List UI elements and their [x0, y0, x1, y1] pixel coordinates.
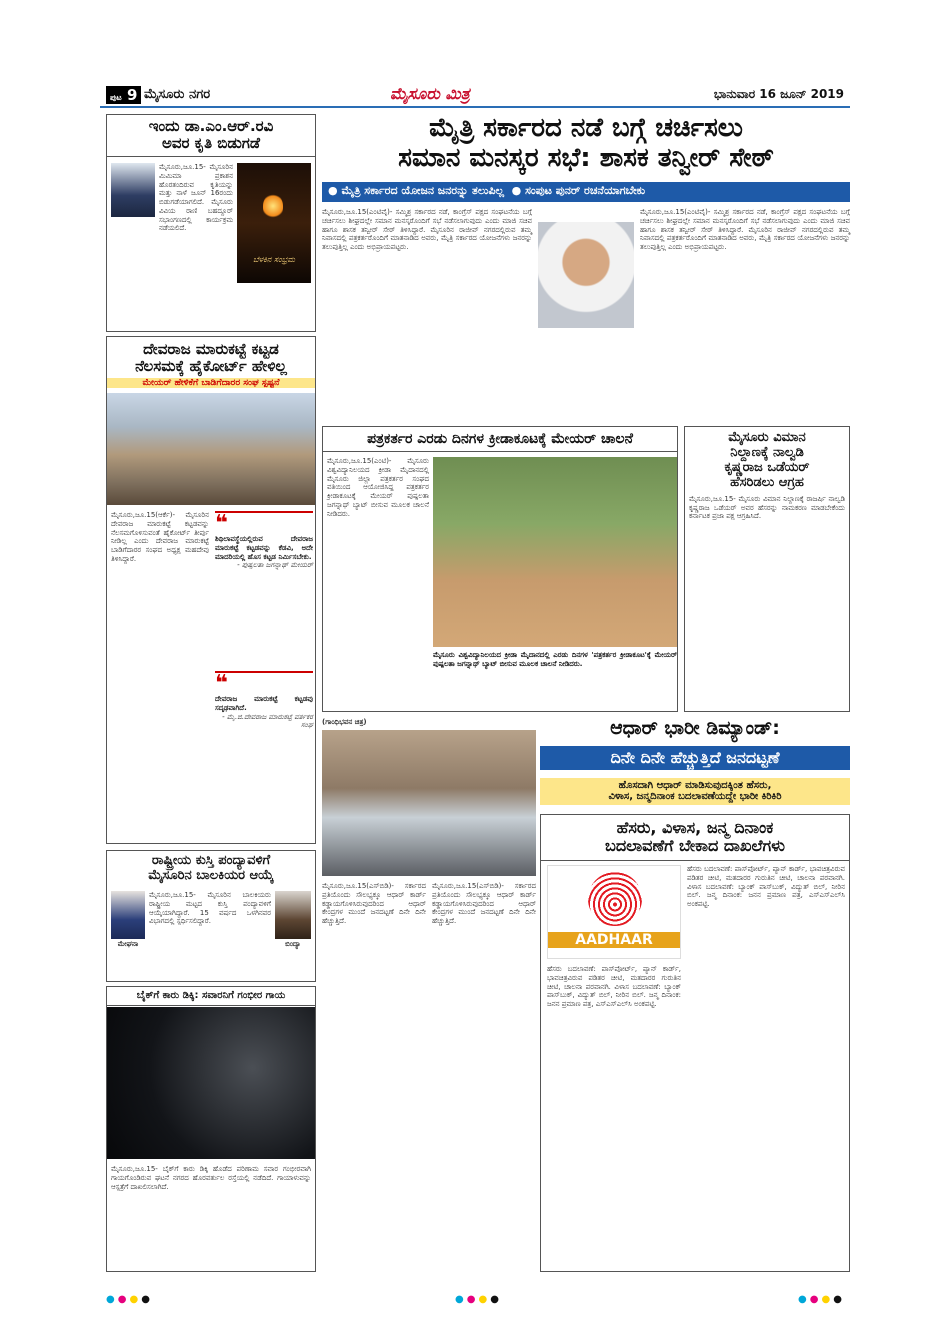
paper-name: ಮೈಸೂರು ಮಿತ್ರ [390, 84, 470, 103]
lead-story [322, 114, 850, 420]
headline: ರಾಷ್ಟ್ರೀಯ ಕುಸ್ತಿ ಪಂದ್ಯಾವಳಿಗೆ [151, 853, 271, 868]
lamp-icon [263, 193, 283, 219]
color-registration-marks: ●●●● [798, 1294, 845, 1305]
color-registration-marks: ●●●● [106, 1294, 153, 1305]
subheadline: ಮೇಯರ್ ಹೇಳಿಕೆಗೆ ಬಾಡಿಗೆದಾರರ ಸಂಘ ಸ್ಪಷ್ಟನೆ [107, 378, 315, 388]
color-registration-marks: ●●●● [455, 1294, 502, 1305]
wrestling-story [106, 850, 316, 982]
fingerprint-icon [588, 872, 642, 926]
book-cover-image [237, 163, 311, 283]
aadhaar-logo [547, 865, 681, 959]
headline: ದೇವರಾಜ ಮಾರುಕಟ್ಟೆ ಕಟ್ಟಡ [143, 340, 279, 358]
issue-date: ಭಾನುವಾರ 16 ಜೂನ್ 2019 [713, 87, 844, 101]
headline: ಮೈಸೂರಿನ ಬಾಲಕಿಯರ ಆಯ್ಕೆ [148, 867, 274, 883]
author-photo [111, 163, 155, 217]
headline: ಆಧಾರ್ ಭಾರೀ ಡಿಮ್ಯಾಂಡ್: [610, 717, 780, 739]
lead-bullet-banner: ● ಮೈತ್ರಿ ಸರ್ಕಾರದ ಯೋಜನ ಜನರನ್ನು ತಲುಪಿಲ್ಲ ● ಸಂಪುಟ ಪುನರ್ ರಚನೆಯಾಗಬೇಕು [322, 182, 850, 202]
newspaper-page [100, 82, 850, 1272]
quote-attribution: - ಪುಷ್ಪಲತಾ ಜಗನ್ನಾಥ್ ಮೇಯರ್ [237, 561, 313, 570]
story-body: ಮೈಸೂರು,ಜೂ.15(ಆರ್ಕೆ)- ಮೈಸೂರಿನ ದೇವರಾಜ ಮಾರುಕಟ್ಟೆ ಕಟ್ಟಡವನ್ನು ನೆಲಸಮಗೊಳಿಸುವಂತೆ ಹೈಕೋರ್ಟ್ ತೀರ್ಪು ನೀಡಿಲ್ಲ ಎಂದು ದೇವರಾಜ ಮಾರುಕಟ್ಟೆ ಬಾಡಿಗೆದಾರರ ಸಂಘದ ಅಧ್ಯಕ್ಷ ಮಹದೇವು ತಿಳಿಸಿದ್ದಾರೆ. [111, 511, 209, 563]
headline: ಅವರ ಕೃತಿ ಬಿಡುಗಡೆ [107, 135, 315, 156]
headline: ಬೈಕ್‌ಗೆ ಕಾರು ಡಿಕ್ಕಿ: ಸವಾರನಿಗೆ ಗಂಭೀರ ಗಾಯ [107, 990, 315, 1006]
story-body: ಮೈಸೂರು,ಜೂ.15- ಮೈಸೂರಿನ ಮಿಮಿಮಾ ಪ್ರಕಾಶನ ಹೊರತಂದಿರುವ ಕೃತಿಯನ್ನು ಮತ್ತು ನಾಳೆ ಜೂನ್ 16ರಂದು ಬಿಡುಗಡೆಯಾಗಲಿದೆ. ಮೈಸೂರು ವಿವಿಯ ರಾಣಿ ಬಹದ್ದೂರ್ ಸಭಾಂಗಣದಲ್ಲಿ ಕಾರ್ಯಕ್ರಮ ನಡೆಯಲಿದೆ. [159, 163, 233, 233]
headline: ಇಂದು ಡಾ.ಎಂ.ಆರ್.ರವಿ [148, 117, 274, 135]
subheadline: ವಿಳಾಸ, ಜನ್ಮದಿನಾಂಕ ಬದಲಾವಣೆಯದ್ದೇ ಭಾರೀ ಕಿರಿಕಿರಿ [540, 791, 850, 805]
story-body: ಮೈಸೂರು,ಜೂ.15- ಬೈಕ್‌ಗೆ ಕಾರು ಡಿಕ್ಕಿ ಹೊಡೆದ ಪರಿಣಾಮ ಸವಾರ ಗಂಭೀರವಾಗಿ ಗಾಯಗೊಂಡಿರುವ ಘಟನೆ ನಗರದ ಹೊರವರ್ತುಲ ರಸ್ತೆಯಲ್ಲಿ ನಡೆದಿದೆ. ಗಾಯಾಳುವನ್ನು ಆಸ್ಪತ್ರೆಗೆ ದಾಖಲಿಸಲಾಗಿದೆ. [111, 1165, 311, 1191]
cricket-story [322, 426, 678, 712]
quote-icon: ❝ [215, 671, 228, 696]
airport-story [684, 426, 850, 712]
subheadline: ಹೊಸದಾಗಿ ಆಧಾರ್ ಮಾಡಿಸುವುದಕ್ಕಿಂತ ಹೆಸರು, [540, 778, 850, 792]
headline: ನಿಲ್ದಾಣಕ್ಕೆ ನಾಲ್ವಡಿ [730, 444, 804, 460]
accident-story [106, 986, 316, 1272]
girl-photo-1 [111, 891, 145, 939]
photo-caption: ಬಿಂದ್ಯಾ [285, 940, 301, 948]
headline: ಹೆಸರಿಡಲು ಆಗ್ರಹ [730, 474, 804, 490]
story-body: ಮೈಸೂರು,ಜೂ.15- ಮೈಸೂರಿನ ಬಾಲಕಿಯರು ರಾಷ್ಟ್ರೀಯ ಮಟ್ಟದ ಕುಸ್ತಿ ಪಂದ್ಯಾವಳಿಗೆ ಆಯ್ಕೆಯಾಗಿದ್ದಾರೆ. 15 ವರ್ಷದ ಒಳಗಿನವರ ವಿಭಾಗದಲ್ಲಿ ಸ್ಪರ್ಧಿಸಲಿದ್ದಾರೆ. [149, 891, 271, 926]
photo-caption: ಮೇಘನಾ [117, 940, 139, 948]
story-body: ಮೈಸೂರು,ಜೂ.15(ಎಸ್‌ಬಿಡಿ)- ಸರ್ಕಾರದ ಪ್ರತಿಯೊಂದು ಸೌಲಭ್ಯಕ್ಕೂ ಆಧಾರ್ ಕಾರ್ಡ್ ಕಡ್ಡಾಯಗೊಳಿಸಿರುವುದರಿಂದ ಆಧಾರ್ ಕೇಂದ್ರಗಳ ಮುಂದೆ ಜನದಟ್ಟಣೆ ದಿನೇ ದಿನೇ ಹೆಚ್ಚುತ್ತಿದೆ. [432, 882, 536, 925]
girl-photo-2 [275, 891, 311, 939]
headline: ದಿನೇ ದಿನೇ ಹೆಚ್ಚುತ್ತಿದೆ ಜನದಟ್ಟಣೆ [540, 746, 850, 770]
lead-headline: ಸಮಾನ ಮನಸ್ಕರ ಸಭೆ: ಶಾಸಕ ತನ್ವೀರ್ ಸೇಠ್ [398, 142, 774, 173]
photo-caption: ಮೈಸೂರು ವಿಶ್ವವಿದ್ಯಾನಿಲಯದ ಕ್ರೀಡಾ ಮೈದಾನದಲ್ಲಿ ಎರಡು ದಿನಗಳ 'ಪತ್ರಕರ್ತರ ಕ್ರೀಡಾಕೂಟ'ಕ್ಕೆ ಮೇಯರ್ ಪುಷ್ಪಲತಾ ಜಗನ್ನಾಥ್ ಬ್ಯಾಟ್ ಬೀಸುವ ಮೂಲಕ ಚಾಲನೆ ನೀಡಿದರು. [433, 651, 677, 668]
aadhaar-story [322, 718, 850, 1272]
box-headline: ಹೆಸರು, ವಿಳಾಸ, ಜನ್ಮ ದಿನಾಂಕ [616, 818, 774, 837]
bullet: ಸಂಪುಟ ಪುನರ್ ರಚನೆಯಾಗಬೇಕು [525, 184, 646, 197]
story-body: ಮೈಸೂರು,ಜೂ.15- ಮೈಸೂರು ವಿಮಾನ ನಿಲ್ದಾಣಕ್ಕೆ ರಾಜರ್ಷಿ ನಾಲ್ವಡಿ ಕೃಷ್ಣರಾಜ ಒಡೆಯರ್ ಅವರ ಹೆಸರನ್ನು ನಾಮಕರಣ ಮಾಡಬೇಕೆಂದು ಕರ್ನಾಟಕ ಪ್ರಜಾ ಪಕ್ಷ ಆಗ್ರಹಿಸಿದೆ. [689, 494, 845, 521]
accident-photo [107, 1007, 315, 1159]
headline: ಪತ್ರಕರ್ತರ ಎರಡು ದಿನಗಳ ಕ್ರೀಡಾಕೂಟಕ್ಕೆ ಮೇಯರ್ ಚಾಲನೆ [323, 427, 677, 452]
quote-box [215, 511, 313, 661]
box-headline: ಬದಲಾವಣೆಗೆ ಬೇಕಾದ ದಾಖಲೆಗಳು [541, 837, 849, 860]
bullet: ಮೈತ್ರಿ ಸರ್ಕಾರದ ಯೋಜನ ಜನರನ್ನು ತಲುಪಿಲ್ಲ [341, 184, 504, 197]
documents-box [540, 814, 850, 1272]
headline: ಕೃಷ್ಣರಾಜ ಒಡೆಯರ್ [724, 459, 810, 475]
story-body: ಮೈಸೂರು,ಜೂ.15(ಎಂಟಿವೈ)- ಸಮ್ಮಿಶ್ರ ಸರ್ಕಾರದ ನಡೆ, ಕಾಂಗ್ರೆಸ್ ಪಕ್ಷದ ಸಂಘಟನೆಯ ಬಗ್ಗೆ ಚರ್ಚಿಸಲು ಶೀಘ್ರದಲ್ಲೇ ಸಮಾನ ಮನಸ್ಕರೊಂದಿಗೆ ಸಭೆ ನಡೆಸಲಾಗುವುದು ಎಂದು ಮಾಜಿ ಸಚಿವ ಹಾಗೂ ಶಾಸಕ ತನ್ವೀರ್ ಸೇಠ್ ತಿಳಿಸಿದ್ದಾರೆ. ಮೈಸೂರಿನ ರಾಜೀವ್ ನಗರದಲ್ಲಿರುವ ತಮ್ಮ ನಿವಾಸದಲ್ಲಿ ಪತ್ರಕರ್ತರೊಂದಿಗೆ ಮಾತನಾಡಿದ ಅವರು, ಮೈತ್ರಿ ಸರ್ಕಾರದ ಯೋಜನೆಗಳು ಜನರನ್ನು ತಲುಪುತ್ತಿಲ್ಲ ಎಂದು ಅಭಿಪ್ರಾಯಪಟ್ಟರು. [640, 208, 850, 251]
aadhaar-queue-photo [322, 730, 536, 876]
box-body: ಹೆಸರು ಬದಲಾವಣೆ: ಪಾಸ್‌ಪೋರ್ಟ್, ಪ್ಯಾನ್ ಕಾರ್ಡ್, ಭಾವಚಿತ್ರವಿರುವ ಪಡಿತರ ಚೀಟಿ, ಮತದಾರರ ಗುರುತಿನ ಚೀಟಿ, ಚಾಲನಾ ಪರವಾನಗಿ. ವಿಳಾಸ ಬದಲಾವಣೆ: ಬ್ಯಾಂಕ್ ಪಾಸ್‌ಬುಕ್, ವಿದ್ಯುತ್ ಬಿಲ್, ನೀರಿನ ಬಿಲ್. ಜನ್ಮ ದಿನಾಂಕ: ಜನನ ಪ್ರಮಾಣ ಪತ್ರ, ಎಸ್‌ಎಸ್‌ಎಲ್‌ಸಿ ಅಂಕಪಟ್ಟಿ. [687, 865, 845, 908]
headline: ನೆಲಸಮಕ್ಕೆ ಹೈಕೋರ್ಟ್ ಹೇಳಿಲ್ಲ [135, 357, 287, 376]
page-number: ಪುಟ 9 [106, 86, 141, 104]
lead-headline: ಮೈತ್ರಿ ಸರ್ಕಾರದ ನಡೆ ಬಗ್ಗೆ ಚರ್ಚಿಸಲು [429, 113, 743, 143]
devaraja-market-story [106, 336, 316, 844]
cricket-photo [433, 457, 677, 647]
quote-text: ದೇವರಾಜ ಮಾರುಕಟ್ಟೆ ಕಟ್ಟಡವು ಸದೃಢವಾಗಿದೆ. [215, 695, 313, 712]
story-body: ಮೈಸೂರು,ಜೂ.15(ಎಸ್‌ಬಿಡಿ)- ಸರ್ಕಾರದ ಪ್ರತಿಯೊಂದು ಸೌಲಭ್ಯಕ್ಕೂ ಆಧಾರ್ ಕಾರ್ಡ್ ಕಡ್ಡಾಯಗೊಳಿಸಿರುವುದರಿಂದ ಆಧಾರ್ ಕೇಂದ್ರಗಳ ಮುಂದೆ ಜನದಟ್ಟಣೆ ದಿನೇ ದಿನೇ ಹೆಚ್ಚುತ್ತಿದೆ. [322, 882, 426, 925]
book-release-story [106, 114, 316, 332]
section-title: ಮೈಸೂರು ನಗರ [144, 87, 211, 102]
mla-photo [538, 222, 634, 328]
market-photo [107, 393, 315, 505]
masthead [100, 82, 850, 108]
photo-label: (ಗಾಂಧಿಭವನ ಚಿತ್ರ) [322, 718, 367, 726]
box-body: ಹೆಸರು ಬದಲಾವಣೆ: ಪಾಸ್‌ಪೋರ್ಟ್, ಪ್ಯಾನ್ ಕಾರ್ಡ್, ಭಾವಚಿತ್ರವಿರುವ ಪಡಿತರ ಚೀಟಿ, ಮತದಾರರ ಗುರುತಿನ ಚೀಟಿ, ಚಾಲನಾ ಪರವಾನಗಿ. ವಿಳಾಸ ಬದಲಾವಣೆ: ಬ್ಯಾಂಕ್ ಪಾಸ್‌ಬುಕ್, ವಿದ್ಯುತ್ ಬಿಲ್, ನೀರಿನ ಬಿಲ್. ಜನ್ಮ ದಿನಾಂಕ: ಜನನ ಪ್ರಮಾಣ ಪತ್ರ, ಎಸ್‌ಎಸ್‌ಎಲ್‌ಸಿ ಅಂಕಪಟ್ಟಿ. [547, 965, 681, 1008]
headline: ಮೈಸೂರು ವಿಮಾನ [728, 430, 806, 445]
quote-box [215, 671, 313, 831]
quote-attribution: - ಮೈ.ಜಿ.ದೇವರಾಜ ಮಾರುಕಟ್ಟೆ ವರ್ತಕರ ಸಂಘ [222, 712, 313, 730]
quote-icon: ❝ [215, 511, 228, 536]
story-body: ಮೈಸೂರು,ಜೂ.15(ಎಂಟಿವೈ)- ಸಮ್ಮಿಶ್ರ ಸರ್ಕಾರದ ನಡೆ, ಕಾಂಗ್ರೆಸ್ ಪಕ್ಷದ ಸಂಘಟನೆಯ ಬಗ್ಗೆ ಚರ್ಚಿಸಲು ಶೀಘ್ರದಲ್ಲೇ ಸಮಾನ ಮನಸ್ಕರೊಂದಿಗೆ ಸಭೆ ನಡೆಸಲಾಗುವುದು ಎಂದು ಮಾಜಿ ಸಚಿವ ಹಾಗೂ ಶಾಸಕ ತನ್ವೀರ್ ಸೇಠ್ ತಿಳಿಸಿದ್ದಾರೆ. ಮೈಸೂರಿನ ರಾಜೀವ್ ನಗರದಲ್ಲಿರುವ ತಮ್ಮ ನಿವಾಸದಲ್ಲಿ ಪತ್ರಕರ್ತರೊಂದಿಗೆ ಮಾತನಾಡಿದ ಅವರು, ಮೈತ್ರಿ ಸರ್ಕಾರದ ಯೋಜನೆಗಳು ಜನರನ್ನು ತಲುಪುತ್ತಿಲ್ಲ ಎಂದು ಅಭಿಪ್ರಾಯಪಟ್ಟರು. [322, 208, 532, 251]
book-title: ಬೆಳಕಿನ ಸಂಭ್ರಮ [252, 255, 296, 264]
story-body: ಮೈಸೂರು,ಜೂ.15(ಎಂಟಿ)- ಮೈಸೂರು ವಿಶ್ವವಿದ್ಯಾನಿಲಯದ ಕ್ರೀಡಾ ಮೈದಾನದಲ್ಲಿ ಮೈಸೂರು ಜಿಲ್ಲಾ ಪತ್ರಕರ್ತರ ಸಂಘದ ವತಿಯಿಂದ ಆಯೋಜಿಸಿದ್ದ ಪತ್ರಕರ್ತರ ಕ್ರೀಡಾಕೂಟಕ್ಕೆ ಮೇಯರ್ ಪುಷ್ಪಲತಾ ಜಗನ್ನಾಥ್ ಬ್ಯಾಟ್ ಬೀಸುವ ಮೂಲಕ ಚಾಲನೆ ನೀಡಿದರು. [327, 457, 429, 518]
aadhaar-logo-text: AADHAAR [548, 932, 680, 948]
quote-text: ಶಿಥಿಲಾವಸ್ಥೆಯಲ್ಲಿರುವ ದೇವರಾಜ ಮಾರುಕಟ್ಟೆ ಕಟ್ಟಡವನ್ನು ಕೆಡವಿ, ಅದೇ ಮಾದರಿಯಲ್ಲಿ ಹೊಸ ಕಟ್ಟಡ ನಿರ್ಮಿಸಬೇಕು. [215, 535, 313, 561]
